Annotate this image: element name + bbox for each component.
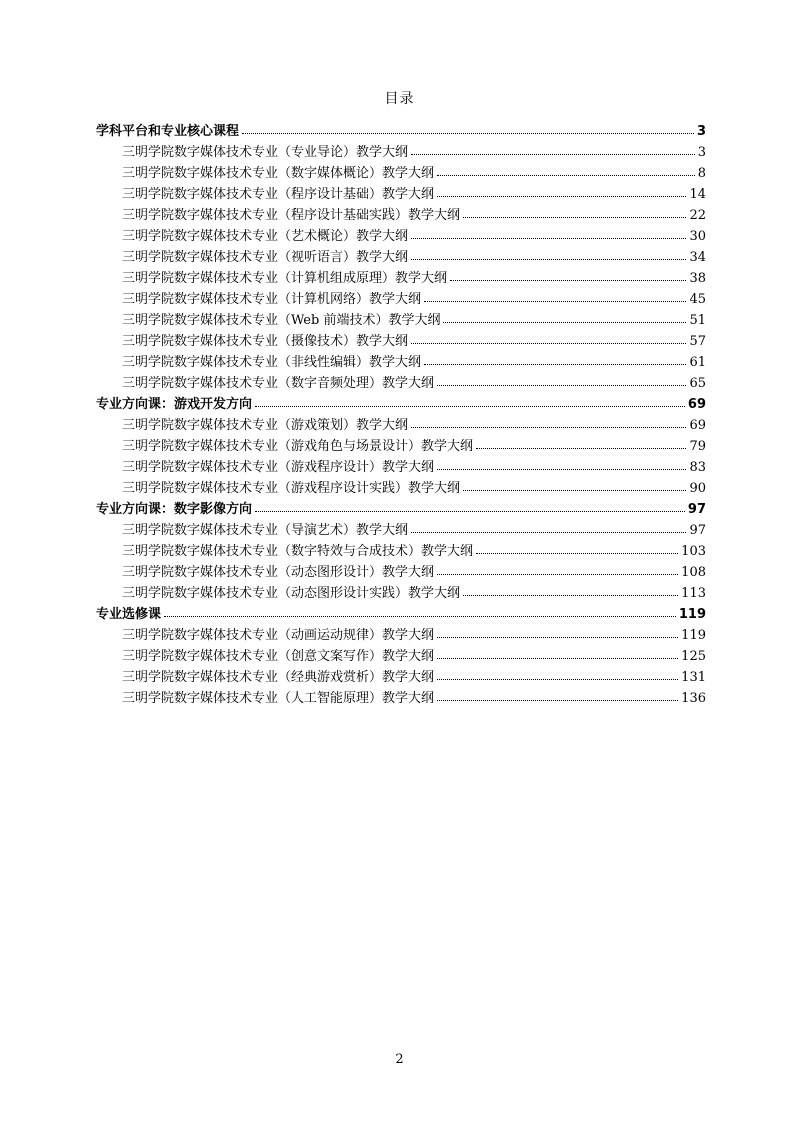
toc-page-number: 61 bbox=[689, 355, 706, 370]
toc-page-number: 103 bbox=[681, 544, 706, 559]
dot-leader bbox=[255, 406, 685, 407]
toc-page-number: 38 bbox=[689, 271, 706, 286]
toc-label: 三明学院数字媒体技术专业（游戏程序设计实践）教学大纲 bbox=[122, 481, 461, 496]
dot-leader bbox=[411, 427, 686, 428]
toc-entry[interactable] bbox=[96, 286, 706, 307]
toc-entry[interactable] bbox=[96, 622, 706, 643]
toc-label: 三明学院数字媒体技术专业（导演艺术）教学大纲 bbox=[122, 523, 409, 538]
toc-label: 三明学院数字媒体技术专业（数字特效与合成技术）教学大纲 bbox=[122, 544, 474, 559]
toc-label: 三明学院数字媒体技术专业（动态图形设计）教学大纲 bbox=[122, 565, 435, 580]
dot-leader bbox=[437, 700, 678, 701]
toc-page-number: 45 bbox=[689, 292, 706, 307]
toc-label: 三明学院数字媒体技术专业（程序设计基础）教学大纲 bbox=[122, 187, 435, 202]
toc-label: 三明学院数字媒体技术专业（动态图形设计实践）教学大纲 bbox=[122, 586, 461, 601]
toc-entry[interactable] bbox=[96, 307, 706, 328]
dot-leader bbox=[242, 133, 694, 134]
toc-entry[interactable] bbox=[96, 328, 706, 349]
toc-entry[interactable] bbox=[96, 160, 706, 181]
toc-label: 专业选修课 bbox=[96, 607, 162, 622]
toc-page-number: 125 bbox=[681, 649, 706, 664]
toc-entry[interactable] bbox=[96, 559, 706, 580]
toc-page-number: 136 bbox=[681, 691, 706, 706]
toc-page-number: 69 bbox=[689, 418, 706, 433]
toc-page-number: 34 bbox=[689, 250, 706, 265]
dot-leader bbox=[411, 259, 686, 260]
dot-leader bbox=[463, 595, 678, 596]
toc-entry[interactable] bbox=[96, 580, 706, 601]
toc-label: 三明学院数字媒体技术专业（摄像技术）教学大纲 bbox=[122, 334, 409, 349]
toc-page-number: 57 bbox=[689, 334, 706, 349]
toc-label: 三明学院数字媒体技术专业（游戏策划）教学大纲 bbox=[122, 418, 409, 433]
dot-leader bbox=[411, 343, 686, 344]
toc-entry[interactable] bbox=[96, 433, 706, 454]
dot-leader bbox=[437, 574, 678, 575]
toc-page-number: 30 bbox=[689, 229, 706, 244]
toc-label: 三明学院数字媒体技术专业（Web 前端技术）教学大纲 bbox=[122, 313, 441, 328]
dot-leader bbox=[476, 448, 686, 449]
toc-entry[interactable] bbox=[96, 412, 706, 433]
toc-label: 三明学院数字媒体技术专业（计算机组成原理）教学大纲 bbox=[122, 271, 448, 286]
dot-leader bbox=[437, 679, 678, 680]
toc-label: 三明学院数字媒体技术专业（人工智能原理）教学大纲 bbox=[122, 691, 435, 706]
page-title: 目录 bbox=[384, 91, 415, 107]
dot-leader bbox=[437, 658, 678, 659]
toc-entry[interactable] bbox=[96, 454, 706, 475]
table-of-contents bbox=[96, 118, 706, 706]
dot-leader bbox=[424, 301, 686, 302]
toc-page-number: 119 bbox=[681, 628, 706, 643]
dot-leader bbox=[463, 217, 686, 218]
toc-page-number: 97 bbox=[687, 502, 706, 517]
toc-entry[interactable] bbox=[96, 538, 706, 559]
dot-leader bbox=[164, 616, 676, 617]
toc-label: 三明学院数字媒体技术专业（计算机网络）教学大纲 bbox=[122, 292, 422, 307]
dot-leader bbox=[411, 238, 686, 239]
toc-page-number: 22 bbox=[689, 208, 706, 223]
toc-page-number: 3 bbox=[697, 145, 706, 160]
toc-page-number: 14 bbox=[689, 187, 706, 202]
dot-leader bbox=[437, 175, 695, 176]
toc-label: 三明学院数字媒体技术专业（动画运动规律）教学大纲 bbox=[122, 628, 435, 643]
toc-page-number: 119 bbox=[678, 607, 706, 622]
toc-page-number: 8 bbox=[697, 166, 706, 181]
toc-label: 三明学院数字媒体技术专业（游戏程序设计）教学大纲 bbox=[122, 460, 435, 475]
toc-section-heading[interactable] bbox=[96, 118, 706, 139]
dot-leader bbox=[437, 196, 686, 197]
toc-entry[interactable] bbox=[96, 265, 706, 286]
toc-label: 三明学院数字媒体技术专业（艺术概论）教学大纲 bbox=[122, 229, 409, 244]
toc-page-number: 113 bbox=[681, 586, 706, 601]
toc-page-number: 90 bbox=[689, 481, 706, 496]
dot-leader bbox=[255, 511, 685, 512]
toc-page-number: 108 bbox=[681, 565, 706, 580]
toc-entry[interactable] bbox=[96, 202, 706, 223]
toc-label: 三明学院数字媒体技术专业（数字媒体概论）教学大纲 bbox=[122, 166, 435, 181]
toc-entry[interactable] bbox=[96, 685, 706, 706]
dot-leader bbox=[476, 553, 678, 554]
toc-page-number: 51 bbox=[689, 313, 706, 328]
toc-page-number: 3 bbox=[696, 124, 706, 139]
toc-section-heading[interactable] bbox=[96, 391, 706, 412]
toc-label: 三明学院数字媒体技术专业（经典游戏赏析）教学大纲 bbox=[122, 670, 435, 685]
toc-entry[interactable] bbox=[96, 181, 706, 202]
toc-label: 三明学院数字媒体技术专业（游戏角色与场景设计）教学大纲 bbox=[122, 439, 474, 454]
toc-page-number: 131 bbox=[681, 670, 706, 685]
toc-entry[interactable] bbox=[96, 475, 706, 496]
toc-section-heading[interactable] bbox=[96, 496, 706, 517]
toc-entry[interactable] bbox=[96, 223, 706, 244]
dot-leader bbox=[411, 532, 686, 533]
page-number: 2 bbox=[395, 1052, 404, 1067]
toc-section-heading[interactable] bbox=[96, 601, 706, 622]
toc-label: 三明学院数字媒体技术专业（专业导论）教学大纲 bbox=[122, 145, 409, 160]
dot-leader bbox=[424, 364, 686, 365]
toc-page-number: 79 bbox=[689, 439, 706, 454]
toc-label: 三明学院数字媒体技术专业（程序设计基础实践）教学大纲 bbox=[122, 208, 461, 223]
dot-leader bbox=[411, 154, 695, 155]
toc-label: 三明学院数字媒体技术专业（非线性编辑）教学大纲 bbox=[122, 355, 422, 370]
toc-label: 三明学院数字媒体技术专业（创意文案写作）教学大纲 bbox=[122, 649, 435, 664]
toc-label: 三明学院数字媒体技术专业（视听语言）教学大纲 bbox=[122, 250, 409, 265]
dot-leader bbox=[437, 637, 678, 638]
toc-entry[interactable] bbox=[96, 517, 706, 538]
toc-entry[interactable] bbox=[96, 139, 706, 160]
dot-leader bbox=[437, 385, 686, 386]
dot-leader bbox=[463, 490, 686, 491]
toc-label: 三明学院数字媒体技术专业（数字音频处理）教学大纲 bbox=[122, 376, 435, 391]
toc-label: 专业方向课：数字影像方向 bbox=[96, 502, 253, 517]
toc-page-number: 65 bbox=[689, 376, 706, 391]
toc-entry[interactable] bbox=[96, 349, 706, 370]
toc-entry[interactable] bbox=[96, 370, 706, 391]
toc-entry[interactable] bbox=[96, 643, 706, 664]
toc-entry[interactable] bbox=[96, 664, 706, 685]
toc-entry[interactable] bbox=[96, 244, 706, 265]
toc-label: 专业方向课：游戏开发方向 bbox=[96, 397, 253, 412]
toc-page-number: 69 bbox=[687, 397, 706, 412]
dot-leader bbox=[443, 322, 686, 323]
toc-label: 学科平台和专业核心课程 bbox=[96, 124, 240, 139]
toc-page-number: 83 bbox=[689, 460, 706, 475]
dot-leader bbox=[437, 469, 686, 470]
dot-leader bbox=[450, 280, 686, 281]
toc-page-number: 97 bbox=[689, 523, 706, 538]
